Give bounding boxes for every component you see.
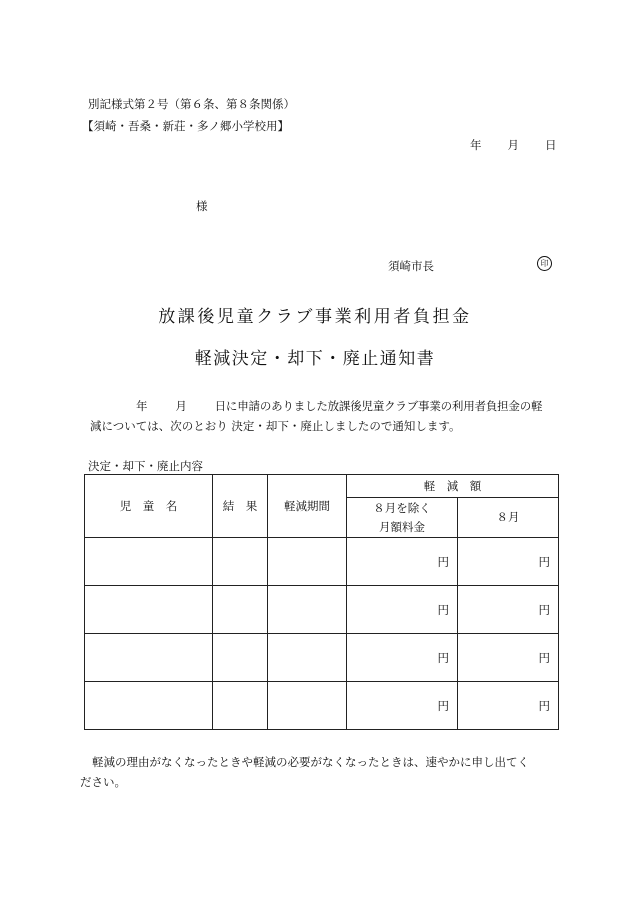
- date-month: 月: [507, 138, 519, 152]
- period-cell[interactable]: [268, 586, 347, 634]
- header-august: ８月: [458, 498, 559, 538]
- header-excl-august-line2: 月額料金: [379, 519, 425, 534]
- table-row: [85, 586, 559, 634]
- august-amount-cell[interactable]: 円: [458, 538, 559, 586]
- date-year: 年: [470, 138, 482, 152]
- child-name-cell[interactable]: [85, 634, 213, 682]
- header-excl-august-line1: ８月を除く: [373, 500, 431, 515]
- table-row: [85, 682, 559, 730]
- closing-note-line2: ださい。: [80, 775, 126, 789]
- body-month: 月: [175, 399, 187, 413]
- section-label: 決定・却下・廃止内容: [88, 459, 203, 473]
- notice-body-line1: [90, 396, 560, 416]
- monthly-amount-cell[interactable]: 円: [347, 538, 458, 586]
- header-result: 結 果: [213, 475, 268, 538]
- date-line: [470, 137, 557, 153]
- monthly-amount-cell[interactable]: 円: [347, 634, 458, 682]
- period-cell[interactable]: [268, 634, 347, 682]
- child-name-cell[interactable]: [85, 586, 213, 634]
- august-amount-cell[interactable]: 円: [458, 682, 559, 730]
- date-day: 日: [545, 138, 557, 152]
- body-line1-rest: 日に申請のありました放課後児童クラブ事業の利用者負担金の軽: [214, 399, 543, 413]
- child-name-cell[interactable]: [85, 682, 213, 730]
- addressee-suffix: 様: [196, 199, 208, 213]
- result-cell[interactable]: [213, 586, 268, 634]
- page-title-line1: 放課後児童クラブ事業利用者負担金: [158, 307, 472, 327]
- page-title-line2: 軽減決定・却下・廃止通知書: [194, 349, 436, 369]
- header-excl-august: [347, 498, 458, 538]
- notice-body: [90, 396, 560, 436]
- header-reduction-amount: 軽 減 額: [347, 475, 559, 498]
- result-cell[interactable]: [213, 682, 268, 730]
- monthly-amount-cell[interactable]: 円: [347, 586, 458, 634]
- table-row: [85, 634, 559, 682]
- seal-mark: 印: [537, 256, 552, 271]
- closing-note: [80, 752, 564, 792]
- body-year: 年: [136, 399, 148, 413]
- header-period: 軽減期間: [268, 475, 347, 538]
- applicable-schools: 【須崎・吾桑・新荘・多ノ郷小学校用】: [82, 119, 289, 133]
- issuer-name: 須崎市長: [388, 259, 434, 273]
- august-amount-cell[interactable]: 円: [458, 586, 559, 634]
- table-row: [85, 538, 559, 586]
- reduction-table: [84, 474, 559, 730]
- august-amount-cell[interactable]: 円: [458, 634, 559, 682]
- child-name-cell[interactable]: [85, 538, 213, 586]
- period-cell[interactable]: [268, 682, 347, 730]
- result-cell[interactable]: [213, 538, 268, 586]
- closing-note-line1: 軽減の理由がなくなったときや軽減の必要がなくなったときは、速やかに申し出てく: [92, 755, 529, 769]
- notice-body-line2: 減については、次のとおり 決定・却下・廃止しましたので通知します。: [90, 419, 461, 433]
- result-cell[interactable]: [213, 634, 268, 682]
- header-child-name: 児 童 名: [85, 475, 213, 538]
- monthly-amount-cell[interactable]: 円: [347, 682, 458, 730]
- period-cell[interactable]: [268, 538, 347, 586]
- form-reference: 別記様式第２号（第６条、第８条関係）: [88, 97, 295, 111]
